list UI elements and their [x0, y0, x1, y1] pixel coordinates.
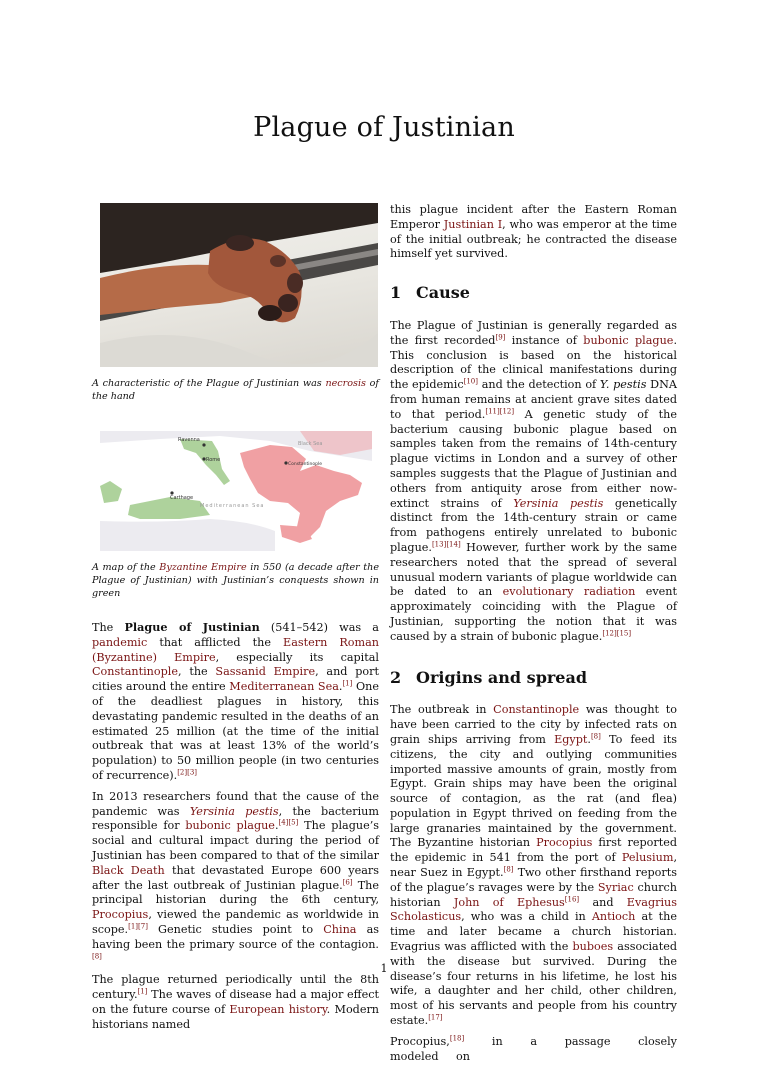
citation[interactable]: [10] — [463, 377, 478, 386]
citation[interactable]: [12][15] — [602, 628, 632, 637]
link-byzantine-empire[interactable]: Byzantine Empire — [159, 562, 247, 573]
link-bubonic-plague[interactable]: bubonic plague — [185, 819, 275, 833]
link-yersinia-pestis[interactable]: Yersinia pestis — [513, 496, 604, 510]
citation[interactable]: [6] — [342, 877, 353, 886]
figure-caption: A map of the Byzantine Empire in 550 (a decade after the Plague of Justinian) with Justinian’s conquests shown in green — [92, 562, 380, 599]
link-pandemic[interactable]: pandemic — [92, 635, 148, 649]
figure-caption: A characteristic of the Plague of Justinian was necrosis of the hand — [92, 378, 379, 402]
link-pelusium[interactable]: Pelusium — [621, 851, 674, 865]
link-china[interactable]: China — [323, 922, 357, 936]
page-title: Plague of Justinian — [253, 112, 515, 143]
map-label-black-sea: Black Sea — [298, 441, 323, 447]
link-john-of-ephesus[interactable]: John of Ephesus — [453, 895, 565, 909]
intro-paragraph-1: The Plague of Justinian (541–542) was a pandemic that afflicted the Eastern Roman (Byzantine) Empire, especially its capital Constantinople, the Sassanid Empire, and port cities around the entire Mediterranean Sea.[1] One of the deadliest plagues in history, this devastating pandemic resulted in the deaths of an estimated 25 million (at the time of the initial outbreak that was at least 13% of the world’s population) to 50 million people (in two centuries of recurrence).[2][3] — [92, 620, 380, 782]
citation[interactable]: [8] — [92, 951, 102, 960]
hand-image — [100, 203, 378, 367]
link-necrosis[interactable]: necrosis — [325, 378, 366, 389]
link-antioch[interactable]: Antioch — [591, 910, 636, 924]
map-label-constantinople: Constantinople — [288, 462, 322, 467]
link-mediterranean-sea[interactable]: Mediterranean Sea — [229, 680, 339, 694]
link-bubonic-plague[interactable]: bubonic plague — [583, 333, 674, 347]
origins-paragraph-2: Procopius,[18] in a passage closely modeled on — [390, 1034, 677, 1063]
cause-paragraph: The Plague of Justinian is generally regarded as the first recorded[9] instance of bubonic plague. This conclusion is based on the historical description of the clinical manifestations during the epidemic[10] and the detection of Y. pestis DNA from human remains at ancient grave sites dated to that period.[11][12] A genetic study of the bacterium causing bubonic plague based on samples taken from the remains of 14th-century plague victims in London and a survey of other samples suggests that the Plague of Justinian and others from antiquity arose from either now-extinct strains of Yersinia pestis genetically distinct from the 14th-century strain or came from pathogens entirely unrelated to bubonic plague.[13][14] However, further work by the same researchers noted that the spread of several unusual modern variants of plague worldwide can be dated to an evolutionary radiation event approximately coinciding with the Plague of Justinian, supporting the notion that it was caused by a strain of bubonic plague.[12][15] — [390, 318, 677, 643]
section-heading-origins: 2 Origins and spread — [390, 667, 588, 687]
byzantine-map[interactable] — [100, 431, 372, 551]
map-image — [100, 431, 372, 551]
link-procopius[interactable]: Procopius — [92, 908, 149, 922]
left-column — [92, 203, 379, 1039]
right-column — [390, 203, 677, 1070]
necrosis-hand-photo[interactable] — [100, 203, 378, 367]
link-black-death[interactable]: Black Death — [92, 863, 165, 877]
citation[interactable]: [2][3] — [177, 768, 198, 777]
link-constantinople[interactable]: Constantinople — [92, 665, 178, 679]
citation[interactable]: [8] — [590, 732, 601, 741]
figure-necrosis — [92, 203, 379, 403]
map-label-rome: Rome — [206, 457, 221, 463]
link-european-history[interactable]: European history — [229, 1002, 327, 1016]
link-egypt[interactable]: Egypt — [554, 732, 588, 746]
citation[interactable]: [1] — [342, 679, 353, 688]
citation[interactable]: [17] — [428, 1013, 443, 1022]
link-evagrius-scholasticus[interactable]: Evagrius Scholasticus — [390, 895, 677, 924]
link-eastern-roman-empire[interactable]: Eastern Roman (Byzantine) Empire — [92, 635, 379, 664]
map-label-ravenna: Ravenna — [178, 437, 200, 443]
link-justinian-i[interactable]: Justinian I — [443, 217, 503, 231]
intro-continuation: this plague incident after the Eastern Roman Emperor Justinian I, who was emperor at the time of the initial outbreak; he contracted the disease himself yet survived. — [390, 203, 678, 261]
link-yersinia-pestis[interactable]: Yersinia pestis — [189, 804, 279, 818]
citation[interactable]: [18] — [449, 1034, 465, 1043]
link-buboes[interactable]: buboes — [572, 940, 614, 954]
citation[interactable]: [1][7] — [128, 922, 148, 931]
page-number: 1 — [380, 962, 388, 975]
link-sassanid-empire[interactable]: Sassanid Empire — [215, 665, 316, 679]
figure-map — [92, 431, 379, 600]
link-evolutionary-radiation[interactable]: evolutionary radiation — [502, 585, 636, 599]
link-constantinople[interactable]: Constantinople — [493, 703, 580, 717]
citation[interactable]: [4][5] — [278, 818, 299, 827]
citation[interactable]: [1] — [137, 987, 148, 996]
citation[interactable]: [16] — [564, 894, 580, 903]
citation[interactable]: [8] — [503, 865, 514, 874]
map-label-carthage: Carthage — [170, 495, 194, 501]
origins-paragraph: The outbreak in Constantinople was thought to have been carried to the city by infected rats on grain ships arriving from Egypt.[8] To feed its citizens, the city and outlying communities imported massive amounts of grain, mostly from Egypt. Grain ships may have been the original source of contagion, as the rat (and flea) population in Egypt thrived on feeding from the large granaries maintained by the government. The Byzantine historian Procopius first reported the epidemic in 541 from the port of Pelusium, near Suez in Egypt.[8] Two other firsthand reports of the plague’s ravages were by the Syriac church historian John of Ephesus[16] and Evagrius Scholasticus, who was a child in Antioch at the time and later became a church historian. Evagrius was afflicted with the buboes associated with the disease but survived. During the disease’s four returns in his lifetime, he lost his wife, a daughter and her child, other children, most of his servants and people from his country estate.[17] — [390, 703, 678, 1028]
link-syriac[interactable]: Syriac — [597, 880, 634, 894]
intro-paragraph-3: The plague returned periodically until the 8th century.[1] The waves of disease had a major effect on the future course of European history. Modern historians named — [92, 973, 380, 1031]
intro-paragraph-2: In 2013 researchers found that the cause of the pandemic was Yersinia pestis, the bacterium responsible for bubonic plague.[4][5] The plague’s social and cultural impact during the period of Justinian has been compared to that of the similar Black Death that devastated Europe 600 years after the last outbreak of Justinian plague.[6] The principal historian during the 6th century, Procopius, viewed the pandemic as worldwide in scope.[1][7] Genetic studies point to China as having been the primary source of the contagion.[8] — [92, 789, 379, 960]
citation[interactable]: [9] — [495, 333, 506, 342]
section-heading-cause: 1 Cause — [390, 283, 470, 303]
map-label-mediterranean: Mediterranean Sea — [200, 503, 265, 509]
citation[interactable]: [11][12] — [485, 407, 515, 416]
citation[interactable]: [13][14] — [431, 540, 461, 549]
link-procopius[interactable]: Procopius — [536, 836, 593, 850]
